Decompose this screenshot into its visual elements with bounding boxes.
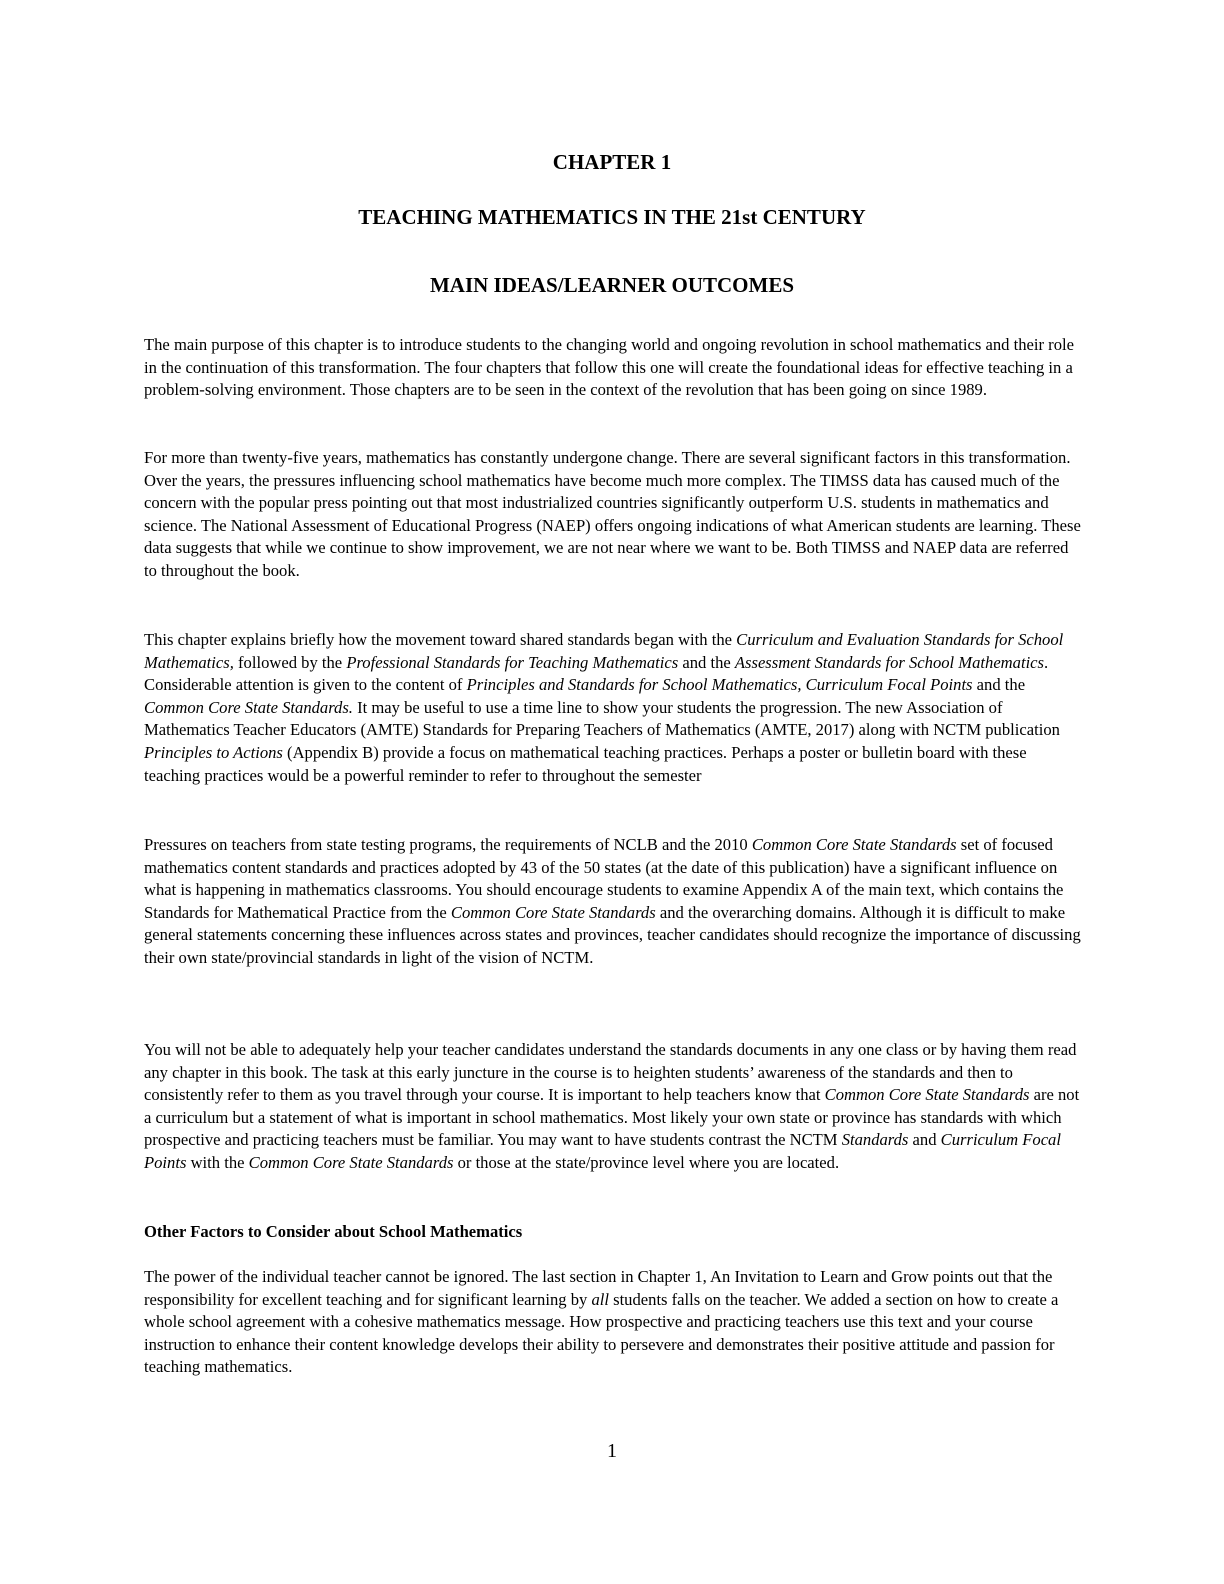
paragraph-text: with the: [186, 1152, 249, 1172]
book-title: Standards: [841, 1130, 909, 1150]
paragraph-text: or those at the state/province level where you are located.: [453, 1152, 840, 1172]
paragraph-purpose: [144, 334, 1084, 402]
book-title: Principles to Actions: [144, 742, 283, 762]
book-title: Assessment Standards for School Mathematics: [734, 652, 1045, 672]
paragraph-text: students falls on the teacher. We added a section on how to create a whole school agreement with a cohesive mathematics message. How prospective and practicing teachers use this text and your course instruction to enhance their content knowledge develops their ability to persevere and demonstrates their positive attitude and passion for teaching mathematics.: [144, 1289, 1059, 1377]
chapter-title: TEACHING MATHEMATICS IN THE 21st CENTURY: [358, 205, 866, 229]
page-number: 1: [607, 1440, 617, 1462]
emphasis-text: all: [591, 1289, 609, 1309]
paragraph-pressures: [144, 834, 1084, 970]
paragraph-teacher-power: [144, 1266, 1084, 1379]
paragraph-change-factors: [144, 447, 1084, 583]
paragraph-text: The power of the individual teacher cannot be ignored. The last section in Chapter 1, An Invitation to Learn and Grow points out that the responsibility for excellent teaching and for significant learning by: [144, 1267, 1053, 1309]
paragraph-text: Pressures on teachers from state testing programs, the requirements of NCLB and the 2010: [144, 835, 752, 854]
paragraph-standards-history: [144, 629, 1084, 787]
paragraph-text: It may be useful to use a time line to show your students the progression. The new Association of Mathematics Teacher Educators (AMTE) Standards for Preparing Teachers of Mathematics (AMTE, 2017) along with NCTM publication: [144, 697, 1060, 740]
book-title: Principles and Standards for School Mathematics, Curriculum Focal Points: [466, 675, 973, 695]
book-title: Professional Standards for Teaching Mathematics: [346, 652, 679, 672]
book-title: Curriculum Focal Points: [144, 1130, 1061, 1172]
paragraph-text: For more than twenty-five years, mathematics has constantly undergone change. There are several significant factors in this transformation. Over the years, the pressures influencing school mathematics have become much more complex. The TIMSS data has caused much of the concern with the popular press pointing out that most industrialized countries significantly outperform U.S. students in mathematics and science. The National Assessment of Educational Progress (NAEP) offers ongoing indications of what American students are learning. These data suggests that while we continue to show improvement, we are not near where we want to be. Both TIMSS and NAEP data are referred to throughout the book.: [144, 448, 1081, 580]
book-title: Common Core State Standards: [824, 1085, 1030, 1105]
paragraph-text: are not a curriculum but a statement of what is important in school mathematics. Most likely your own state or province has standards with which prospective and practicing teachers must be familiar. You may want to have students contrast the NCTM: [144, 1085, 1080, 1150]
paragraph-text: followed by the: [233, 652, 347, 672]
paragraph-standards-help: [144, 1039, 1084, 1175]
paragraph-text: and the overarching domains. Although it is difficult to make general statements concerning these influences across states and provinces, teacher candidates should recognize the importance of discussing their own state/provincial standards in light of the vision of NCTM.: [144, 902, 1081, 967]
paragraph-text: You will not be able to adequately help your teacher candidates understand the standards documents in any one class or by having them read any chapter in this book. The task at this early juncture in the course is to heighten students’ awareness of the standards and then to consistently refer to them as you travel through your course. It is important to help teachers know that: [144, 1040, 1077, 1105]
book-title: Common Core State Standards.: [144, 697, 353, 717]
paragraph-text: and: [908, 1130, 941, 1150]
paragraph-text: and the: [972, 675, 1026, 695]
subheading-other-factors: Other Factors to Consider about School Mathematics: [144, 1222, 523, 1241]
book-title: Common Core State Standards: [751, 835, 957, 854]
section-heading-main-ideas: MAIN IDEAS/LEARNER OUTCOMES: [429, 273, 795, 297]
book-title: Curriculum and Evaluation Standards for School Mathematics,: [144, 630, 1064, 672]
paragraph-text: (Appendix B) provide a focus on mathematical teaching practices. Perhaps a poster or bulletin board with these teaching practices would be a powerful reminder to refer to throughout the semester: [144, 742, 1027, 785]
book-title: Common Core State Standards: [248, 1152, 454, 1172]
paragraph-text: . Considerable attention is given to the content of: [144, 652, 1049, 695]
paragraph-text: and the: [678, 652, 735, 672]
paragraph-text: The main purpose of this chapter is to introduce students to the changing world and ongoing revolution in school mathematics and their role in the continuation of this transformation. The four chapters that follow this one will create the foundational ideas for effective teaching in a problem-solving environment. Those chapters are to be seen in the context of the revolution that has been going on since 1989.: [144, 335, 1074, 400]
chapter-heading: CHAPTER 1: [552, 150, 672, 174]
paragraph-text: set of focused mathematics content standards and practices adopted by 43 of the 50 states (at the date of this publication) have a significant influence on what is happening in mathematics classrooms. You should encourage students to examine Appendix A of the main text, which contains the Standards for Mathematical Practice from the: [144, 835, 1064, 922]
book-title: Common Core State Standards: [450, 902, 656, 922]
paragraph-text: This chapter explains briefly how the movement toward shared standards began with the: [144, 630, 737, 649]
